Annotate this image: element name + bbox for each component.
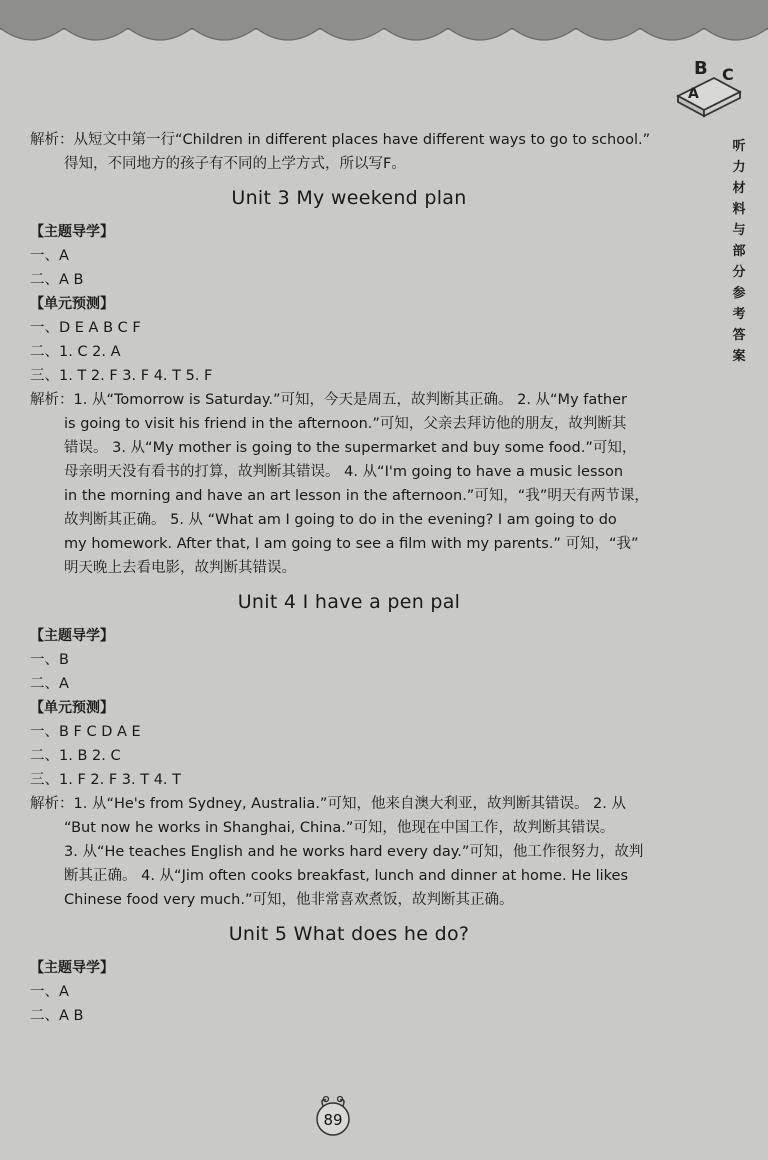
explanation-line: 3. 从“He teaches English and he works hard every day.”可知，他工作很努力，故判 xyxy=(64,844,644,860)
explanation-line: is going to visit his friend in the afternoon.”可知，父亲去拜访他的朋友，故判断其 xyxy=(64,416,627,432)
explanation-line: in the morning and have an art lesson in the afternoon.”可知，“我”明天有两节课， xyxy=(64,488,649,504)
explanation-line: Chinese food very much.”可知，他非常喜欢煮饭，故判断其正确。 xyxy=(64,892,514,908)
answer-line: 一、D E A B C F xyxy=(30,320,141,336)
answer-line: 二、A xyxy=(30,676,69,692)
section-heading: 【单元预测】 xyxy=(30,700,114,716)
unit5-title: Unit 5 What does he do? xyxy=(228,923,470,945)
explanation-line: 故判断其正确。 5. 从 “What am I going to do in the evening? I am going to do xyxy=(64,512,617,528)
answer-line: 二、A B xyxy=(30,272,84,288)
side-tab-char: 听 xyxy=(732,139,746,154)
intro-explanation-line: 解析：从短文中第一行“Children in different places have different ways to go to school.” xyxy=(30,132,651,148)
logo-letter-a: A xyxy=(688,86,699,102)
explanation-line: 解析：1. 从“He's from Sydney, Australia.”可知，他来自澳大利亚，故判断其错误。 2. 从 xyxy=(30,796,626,812)
section-heading: 【主题导学】 xyxy=(30,628,114,644)
answer-line: 二、A B xyxy=(30,1008,84,1024)
page-number: 89 xyxy=(323,1111,343,1129)
answer-line: 一、B xyxy=(30,652,69,668)
side-tab-char: 分 xyxy=(732,265,746,280)
logo-letter-c: C xyxy=(722,65,734,84)
answer-content xyxy=(30,128,668,1028)
explanation-line: 母亲明天没有看书的打算，故判断其错误。 4. 从“I'm going to have a music lesson xyxy=(64,464,624,480)
explanation-line: 解析：1. 从“Tomorrow is Saturday.”可知，今天是周五，故判断其正确。 2. 从“My father xyxy=(30,392,628,408)
side-tab-char: 材 xyxy=(732,181,746,196)
side-tab-char: 力 xyxy=(732,160,746,175)
section-heading: 【单元预测】 xyxy=(30,296,114,312)
side-tab-char: 考 xyxy=(732,307,746,322)
answer-line: 二、1. C 2. A xyxy=(30,344,121,360)
abc-book-logo xyxy=(670,48,750,118)
explanation-line: my homework. After that, I am going to see a film with my parents.” 可知，“我” xyxy=(64,536,639,552)
answer-line: 一、A xyxy=(30,984,69,1000)
side-tab-char: 料 xyxy=(732,202,746,217)
unit3-title: Unit 3 My weekend plan xyxy=(231,187,467,209)
side-tab-char: 答 xyxy=(732,328,746,343)
logo-letter-b: B xyxy=(694,58,708,79)
section-heading: 【主题导学】 xyxy=(30,960,114,976)
answer-line: 一、B F C D A E xyxy=(30,724,141,740)
answer-line: 二、1. B 2. C xyxy=(30,748,121,764)
scalloped-top-border xyxy=(0,0,768,48)
explanation-line: “But now he works in Shanghai, China.”可知，他现在中国工作，故判断其错误。 xyxy=(64,820,615,836)
answer-line: 三、1. F 2. F 3. T 4. T xyxy=(30,772,181,788)
side-tab-char: 案 xyxy=(732,349,746,364)
side-tab-char: 部 xyxy=(732,244,746,259)
side-tab-char: 参 xyxy=(732,286,746,301)
side-section-tab xyxy=(718,136,760,367)
answer-line: 三、1. T 2. F 3. F 4. T 5. F xyxy=(30,368,213,384)
explanation-line: 明天晚上去看电影，故判断其错误。 xyxy=(64,560,296,576)
intro-explanation-line: 得知，不同地方的孩子有不同的上学方式，所以写F。 xyxy=(64,156,406,172)
answer-line: 一、A xyxy=(30,248,69,264)
explanation-line: 断其正确。 4. 从“Jim often cooks breakfast, lunch and dinner at home. He likes xyxy=(64,868,629,884)
section-heading: 【主题导学】 xyxy=(30,224,114,240)
page-number-badge xyxy=(310,1092,356,1138)
explanation-line: 错误。 3. 从“My mother is going to the supermarket and buy some food.”可知， xyxy=(64,440,637,456)
unit4-title: Unit 4 I have a pen pal xyxy=(237,591,461,613)
side-tab-char: 与 xyxy=(732,223,746,238)
